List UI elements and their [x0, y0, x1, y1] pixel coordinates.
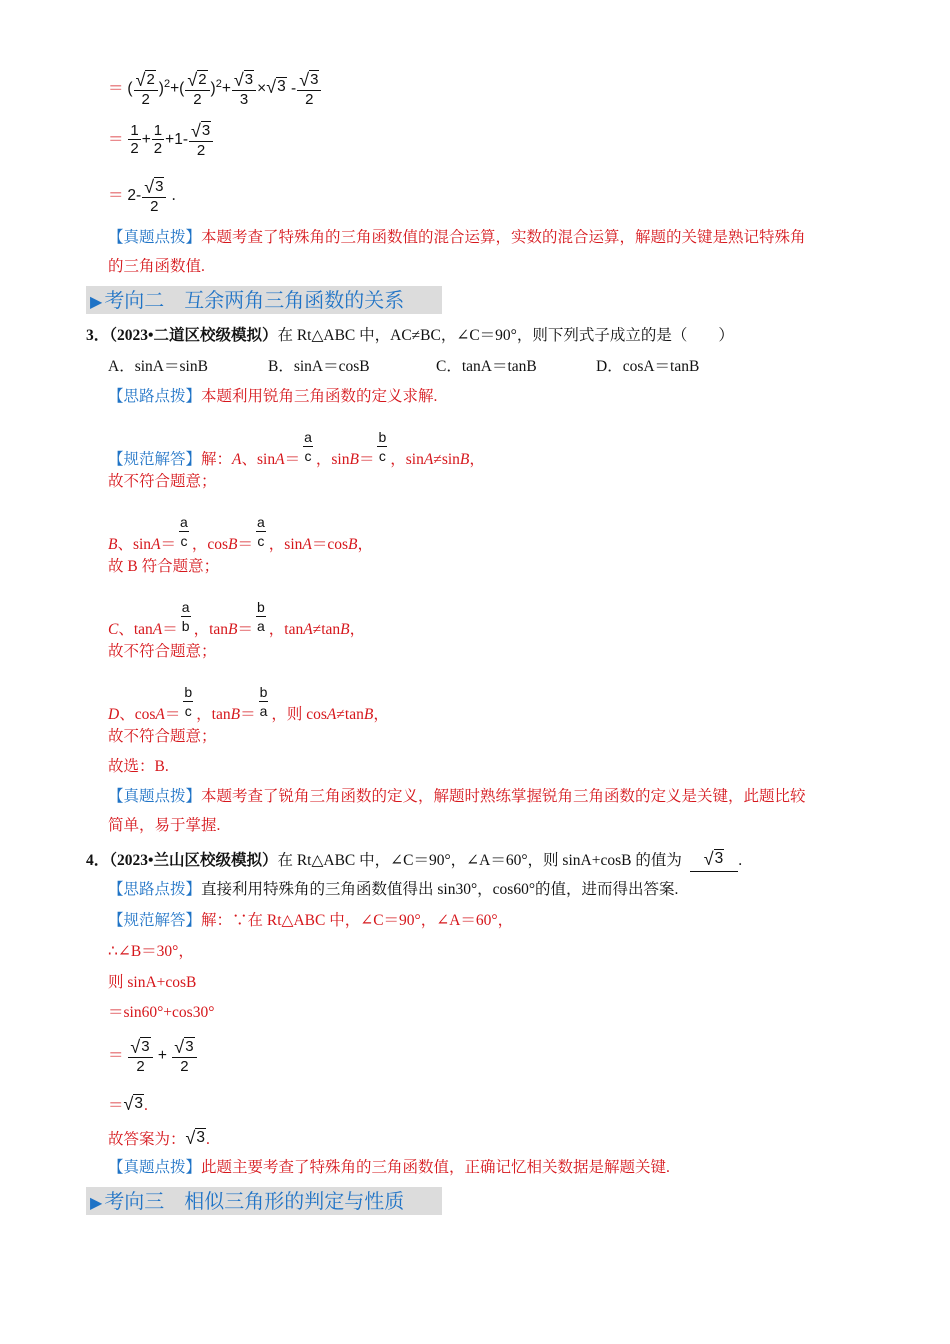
- option-d: D．cosA＝tanB: [596, 358, 700, 375]
- q4-calc-fractions: ＝ √ 3 2 + √ 3 2: [108, 1032, 198, 1080]
- option-c: C．tanA＝tanB: [436, 358, 537, 375]
- q4-answer-line-1: ∴∠B＝30°，: [108, 943, 194, 960]
- q4-hint: 【思路点拨】直接利用特殊角的三角函数值得出 sin30°，cos60°的值，进而得出答案.: [108, 881, 679, 898]
- q3-answer-b: B、sinA＝ $\frac{a}{c}$ ，cosB＝ $\frac{a}{c}$ ，sinA＝cosB，: [108, 514, 374, 554]
- option-a: A．sinA＝sinB: [108, 358, 208, 375]
- triangle-arrow-icon: ▶: [90, 1193, 103, 1212]
- q3-hint: 【思路点拨】本题利用锐角三角函数的定义求解.: [108, 388, 438, 405]
- section-heading-3: ▶ 考向三 相似三角形的判定与性质: [86, 1187, 442, 1215]
- q3-answer-d: D、cosA＝ $\frac{b}{c}$ ，tanB＝ $\frac{b}{a}$ ，则 cosA≠tanB，: [108, 684, 389, 724]
- blank-answer: √ 3: [703, 849, 724, 869]
- q3-answer-c: C、tanA＝ $\frac{a}{b}$ ，tanB＝ $\frac{b}{a}$ ，tanA≠tanB，: [108, 599, 366, 639]
- section-heading-2: ▶ 考向二 互余两角三角函数的关系: [86, 286, 442, 314]
- q4-stem: 4．（2023•兰山区校级模拟）在 Rt△ABC 中，∠C＝90°，∠A＝60°，则 sinA+cosB 的值为 √ 3 .: [86, 849, 742, 872]
- q3-options: [108, 357, 699, 377]
- option-b: B．sinA＝cosB: [268, 358, 370, 375]
- q3-answer-line-5: 故选：B.: [108, 758, 169, 775]
- calc-line-1: ＝ ( √ 2 2 )$^2$+( √ 2 2 )$^2$+ √ 3 3 × √ 3 - √ 3 2: [108, 60, 322, 108]
- q4-final-answer: 故答案为： √ 3 .: [108, 1128, 210, 1148]
- q4-answer-line-3: ＝sin60°+cos30°: [108, 1004, 215, 1021]
- triangle-arrow-icon: ▶: [90, 292, 103, 311]
- q4-answer-line-2: 则 sinA+cosB: [108, 974, 197, 991]
- q3-answer-line-2: 故 B 符合题意；: [108, 558, 220, 575]
- q3-answer-line-3: 故不符合题意；: [108, 643, 217, 660]
- q3-answer-a: 【规范解答】解：A、sinA＝ $\frac{a}{c}$ ，sinB＝ $\frac{b}{c}$ ，sinA≠sinB，: [108, 429, 485, 469]
- calc-line-2: ＝ $\frac{1}{2}$ + $\frac{1}{2}$ +1- √ 3 2: [108, 116, 214, 164]
- calc-line-3: ＝ 2- √ 3 2 .: [108, 176, 176, 215]
- q4-answer-intro: 【规范解答】解：∵在 Rt△ABC 中，∠C＝90°，∠A＝60°，: [108, 912, 514, 929]
- q3-answer-line-4: 故不符合题意；: [108, 728, 217, 745]
- q3-stem: 3．（2023•二道区校级模拟）在 Rt△ABC 中，AC≠BC，∠C＝90°，则下列式子成立的是（ ）: [86, 327, 734, 344]
- q3-note-cont: 简单，易于掌握.: [108, 817, 221, 834]
- prev-note-cont: 的三角函数值.: [108, 258, 205, 275]
- q3-note: 【真题点拨】本题考查了锐角三角函数的定义，解题时熟练掌握锐角三角函数的定义是关键，此题比较: [108, 788, 806, 805]
- prev-note: 【真题点拨】本题考查了特殊角的三角函数值的混合运算，实数的混合运算，解题的关键是熟记特殊角: [108, 229, 806, 246]
- q4-note: 【真题点拨】此题主要考查了特殊角的三角函数值，正确记忆相关数据是解题关键.: [108, 1159, 670, 1176]
- q4-calc-result: ＝ √ 3 .: [108, 1094, 148, 1114]
- q3-answer-line-1: 故不符合题意；: [108, 473, 217, 490]
